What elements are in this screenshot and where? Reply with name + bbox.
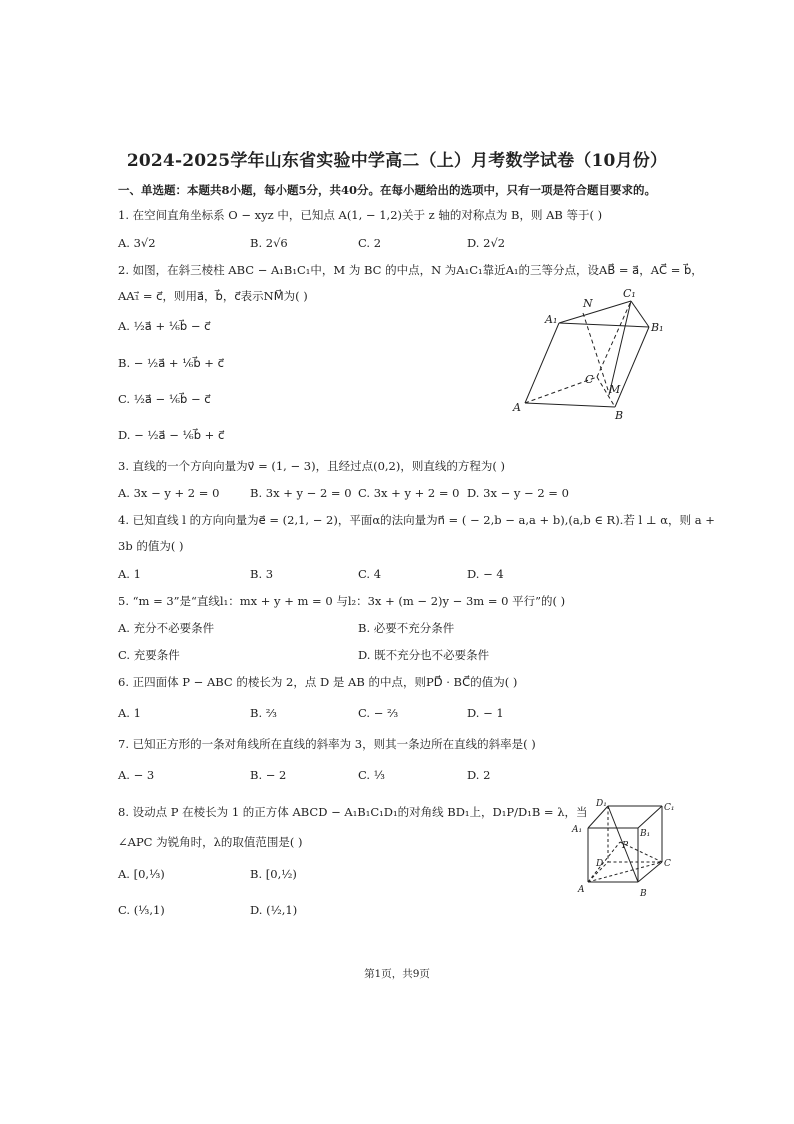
label-a1: A₁ — [572, 825, 583, 835]
label-c1: C₁ — [623, 287, 636, 300]
label-c: C — [585, 373, 594, 386]
q3-option-d: D. 3x − y − 2 = 0 — [467, 486, 569, 500]
edge-c-c1-hidden — [597, 301, 631, 377]
question-4-stem-1: 4. 已知直线 l 的方向向量为e⃗ = (2,1, − 2)，平面α的法向量为n⃗ = ( − 2,b − a,a + b),(a,b ∈ R).若 l ⊥ α，则 a + — [118, 513, 715, 527]
q8-option-a: A. [0,⅓) — [118, 867, 165, 881]
q8-option-d: D. (½,1) — [250, 903, 298, 917]
q6-option-b: B. ⅔ — [250, 706, 277, 720]
question-6-stem: 6. 正四面体 P − ABC 的棱长为 2，点 D 是 AB 的中点，则PD⃗ · BC⃗的值为( ) — [118, 675, 518, 689]
question-8-stem-1: 8. 设动点 P 在棱长为 1 的正方体 ABCD − A₁B₁C₁D₁的对角线 BD₁上，D₁P/D₁B = λ，当 — [118, 805, 588, 819]
q1-option-b: B. 2√6 — [250, 236, 288, 250]
q6-option-c: C. − ⅔ — [358, 706, 399, 720]
question-4-stem-2: 3b 的值为( ) — [118, 539, 184, 553]
question-8-stem-2: ∠APC 为锐角时，λ的取值范围是( ) — [118, 835, 303, 849]
label-b1: B₁ — [651, 321, 664, 334]
label-a1: A₁ — [545, 313, 558, 326]
page-footer: 第1页，共9页 — [364, 968, 430, 980]
q8-option-c: C. (⅓,1) — [118, 903, 165, 917]
label-b: B — [615, 409, 624, 422]
q3-option-a: A. 3x − y + 2 = 0 — [118, 486, 220, 500]
question-1-stem: 1. 在空间直角坐标系 O − xyz 中，已知点 A(1, − 1,2)关于 z 轴的对称点为 B，则 AB 等于( ) — [118, 208, 603, 222]
prism-figure — [505, 285, 685, 425]
q2-option-b: B. − ½a⃗ + ⅙b⃗ + c⃗ — [118, 356, 224, 370]
page-title: 2024-2025学年山东省实验中学高二（上）月考数学试卷（10月份） — [126, 151, 668, 171]
q7-option-d: D. 2 — [467, 768, 491, 782]
label-d: D — [596, 859, 604, 869]
edge-c1-b1 — [631, 301, 649, 327]
q7-option-c: C. ⅓ — [358, 768, 385, 782]
q6-option-d: D. − 1 — [467, 706, 504, 720]
q3-option-c: C. 3x + y + 2 = 0 — [358, 486, 460, 500]
q4-option-c: C. 4 — [358, 567, 382, 581]
cube-figure — [568, 796, 688, 908]
q7-option-a: A. − 3 — [118, 768, 155, 782]
question-2-stem-1: 2. 如图，在斜三棱柱 ABC − A₁B₁C₁中，M 为 BC 的中点，N 为A₁C₁靠近A₁的三等分点，设AB⃗ = a⃗，AC⃗ = b⃗， — [118, 263, 703, 277]
q1-option-c: C. 2 — [358, 236, 382, 250]
q5-option-c: C. 充要条件 — [118, 648, 180, 662]
q5-option-b: B. 必要不充分条件 — [358, 621, 455, 635]
label-d1: D₁ — [596, 799, 607, 809]
question-3-stem: 3. 直线的一个方向向量为v⃗ = (1, − 3)，且经过点(0,2)，则直线的方程为( ) — [118, 459, 505, 473]
label-m: M — [609, 383, 621, 396]
q4-option-b: B. 3 — [250, 567, 274, 581]
q2-option-a: A. ½a⃗ + ⅙b⃗ − c⃗ — [118, 319, 211, 333]
q4-option-a: A. 1 — [118, 567, 141, 581]
q4-option-d: D. − 4 — [467, 567, 504, 581]
question-2-stem-2: AA₁⃗ = c⃗，则用a⃗，b⃗，c⃗表示NM⃗为( ) — [118, 289, 308, 303]
label-c1: C₁ — [664, 803, 675, 813]
section-heading: 一、单选题：本题共8小题，每小题5分，共40分。在每小题给出的选项中，只有一项是符合题目要求的。 — [118, 183, 657, 197]
label-b: B — [640, 889, 647, 899]
q7-option-b: B. − 2 — [250, 768, 287, 782]
label-n: N — [583, 297, 593, 310]
edge-a1-c1 — [559, 301, 631, 323]
q1-option-d: D. 2√2 — [467, 236, 506, 250]
edge-a1-a — [525, 323, 559, 403]
label-a: A — [513, 401, 521, 414]
label-c: C — [664, 859, 671, 869]
q5-option-a: A. 充分不必要条件 — [118, 621, 215, 635]
q2-option-c: C. ½a⃗ − ⅙b⃗ − c⃗ — [118, 392, 211, 406]
q5-option-d: D. 既不充分也不必要条件 — [358, 648, 490, 662]
q2-option-d: D. − ½a⃗ − ⅙b⃗ + c⃗ — [118, 428, 225, 442]
edge-a1-b1 — [559, 323, 649, 327]
question-5-stem: 5. “m = 3”是“直线l₁：mx + y + m = 0 与l₂：3x + (m − 2)y − 3m = 0 平行”的( ) — [118, 594, 566, 608]
edge-c1-m-line — [609, 301, 631, 395]
label-a: A — [578, 885, 585, 895]
edge-a-b — [525, 403, 615, 407]
q8-option-b: B. [0,½) — [250, 867, 297, 881]
q6-option-a: A. 1 — [118, 706, 141, 720]
label-b1: B₁ — [640, 829, 651, 839]
question-7-stem: 7. 已知正方形的一条对角线所在直线的斜率为 3，则其一条边所在直线的斜率是( ) — [118, 737, 536, 751]
q1-option-a: A. 3√2 — [118, 236, 156, 250]
label-p: P — [622, 841, 629, 851]
q3-option-b: B. 3x + y − 2 = 0 — [250, 486, 352, 500]
